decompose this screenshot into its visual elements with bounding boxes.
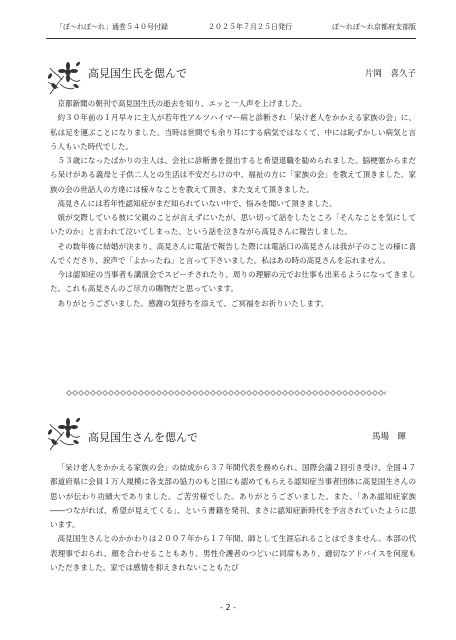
header-date: ２０２５年７月２５日発行 (208, 23, 292, 31)
header-issue: 「ぼ～れぼ～れ」通巻５４０号付録 (56, 23, 168, 31)
article1-paragraph: その数年後に結婚が決まり、高見さんに電話で報告した際には電話口の高見さんは我が子のことの様に喜んでくださり、涙声で「よかったね」と言って下さいました。私はあの時の高見さんを忘れません。 (50, 241, 416, 265)
article2-body (50, 461, 416, 575)
article1-paragraph: ５３歳になったばかりの主人は、会社に診断書を提出すると希望退職を勧められました。脳梗塞からまだら呆けがある義母と子供二人との生活は不安だらけの中、福祉の方に「家族の会」を教えて頂きました。家族の会の世話人の方達には様々なことを教えて頂き、また支えて頂きました。 (50, 156, 416, 194)
decorative-divider (66, 390, 386, 396)
article2-paragraph: 「呆け老人をかかえる家族の会」の結成から３７年間代表を務められ、国際会議２回引き受け、全国４７都道府県に会員１万人規模に各支部の協力のもと国にも認めてもらえる認知症当事者団体に高見国生さんの思いが伝わり功績大でありました。ご苦労様でした。ありがとうございました。また、「ああ認知症家族――つながれば、希望が見えてくる」、という書籍を発刊、まさに認知症新時代を予言されていたように思います。 (50, 463, 416, 529)
article1-paragraph: ありがとうございました。感謝の気持ちを添えて、ご冥福をお祈りいたします。 (57, 298, 329, 308)
article2-title: 高見国生さんを偲んで (88, 431, 198, 444)
article2-paragraph: 高見国生さんとのかかわりは２００７年から１７年間、師として生涯忘れることはできません。本部の代表理事でおられ、顔を合わせることもあり、男性介護者のつどいに同席もあり、適切なアドバイスを何度もいただきました。家では感情を抑えきれないこともたび (50, 534, 416, 572)
article1-paragraph: 今は認知症の当事者も講演会でスピーチされたり、周りの理解の元でお仕事も出来るようになってきました。これも高見さんのご尽力の賜物だと思っています。 (50, 270, 416, 294)
article2-author: 馬場 暉 (371, 432, 406, 442)
flower-illustration-icon (44, 58, 84, 96)
header-publisher: ぼ～れぼ～れ京都府支部版 (332, 23, 416, 31)
page-number: - 2 - (220, 603, 236, 612)
article1-body (50, 97, 416, 311)
header-rule (46, 38, 416, 39)
article1-paragraph: 娘が交際している彼に父親のことが言えずにいたが、思い切って話をしたところ「そんなことを気にしていたのか」と言われて泣いてしまった、という話を泣きながら高見さんに報告しました。 (50, 213, 416, 237)
article1-paragraph: 約３０年前の１月早々に主人が若年性アルツハイマー病と診断され「呆け老人をかかえる家族の会」に、私は足を運ぶことになりました。当時は世間でも余り耳にする病気ではなくて、中には恥ずかしい病気と言う人もいた時代でした。 (50, 113, 416, 151)
article1-author: 片岡 喜久子 (364, 69, 416, 79)
article1-paragraph: 高見さんには若年性認知症がまだ知られていない中で、悩みを聞いて頂きました。 (57, 198, 337, 208)
newsletter-header (56, 20, 416, 34)
flower-illustration-icon (44, 414, 84, 452)
article1-title: 高見国生氏を偲んで (88, 67, 187, 80)
article1-paragraph: 京都新聞の朝刊で高見国生氏の逝去を知り、エッと一人声を上げました。 (57, 99, 307, 108)
